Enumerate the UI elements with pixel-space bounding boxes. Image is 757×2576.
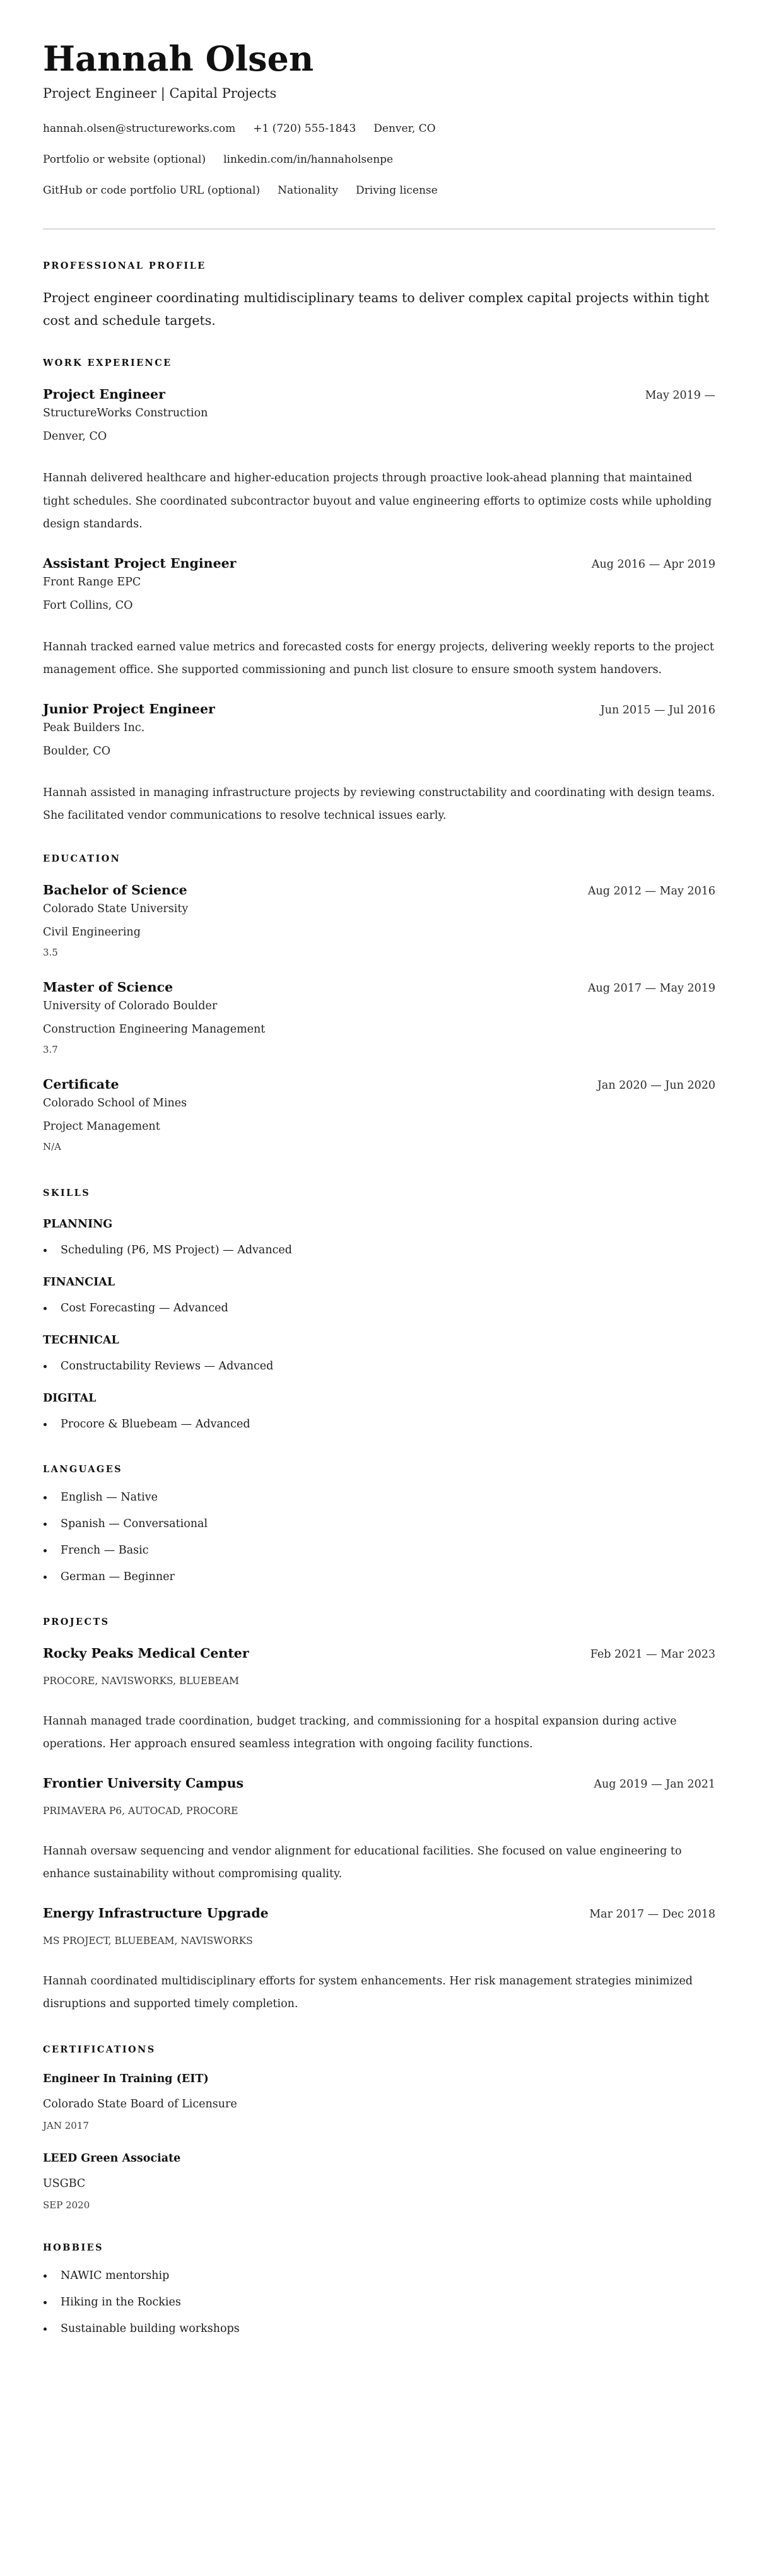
project-name: Frontier University Campus — [43, 1775, 244, 1791]
project-description: Hannah managed trade coordination, budget tracking, and commissioning for a hospital expansion during active operations. Her approach ensured seamless integration with ongoing facility functions. — [43, 1714, 677, 1750]
candidate-name: Hannah Olsen — [43, 38, 314, 79]
section-title: WORK EXPERIENCE — [43, 358, 172, 368]
experience-entry — [43, 700, 715, 828]
job-title: Assistant Project Engineer — [43, 555, 237, 571]
skill-item: Scheduling (P6, MS Project) — Advanced — [43, 1241, 715, 1259]
language-item: French — Basic — [43, 1542, 715, 1559]
language-item: German — Beginner — [43, 1568, 715, 1586]
school-name: Colorado State University — [43, 902, 189, 915]
project-name: Rocky Peaks Medical Center — [43, 1645, 249, 1661]
section-title: EDUCATION — [43, 853, 121, 864]
hobby-item: NAWIC mentorship — [43, 2267, 715, 2285]
contact-linkedin[interactable]: linkedin.com/in/hannaholsenpe — [223, 153, 394, 166]
certification-name: LEED Green Associate — [43, 2152, 181, 2165]
job-dates: May 2019 — — [645, 389, 715, 402]
contact-driving-license: Driving license — [356, 184, 438, 197]
contact-location: Denver, CO — [373, 122, 436, 135]
education-entry — [43, 1075, 715, 1154]
skill-group — [43, 1274, 715, 1317]
skill-list — [43, 1299, 715, 1317]
section-projects — [43, 1616, 715, 2016]
degree-title: Bachelor of Science — [43, 882, 187, 898]
job-dates: Jun 2015 — Jul 2016 — [600, 703, 715, 717]
school-name: University of Colorado Boulder — [43, 999, 218, 1012]
certification-issuer: USGBC — [43, 2177, 86, 2190]
contact-github[interactable]: GitHub or code portfolio URL (optional) — [43, 184, 261, 197]
certification-name: Engineer In Training (EIT) — [43, 2072, 209, 2085]
degree-title: Master of Science — [43, 979, 173, 995]
language-item: English — Native — [43, 1489, 715, 1506]
contact-info — [43, 120, 715, 199]
project-dates: Feb 2021 — Mar 2023 — [590, 1648, 715, 1661]
project-entry — [43, 1774, 715, 1886]
degree-title: Certificate — [43, 1076, 119, 1092]
job-location: Denver, CO — [43, 430, 107, 443]
job-title: Junior Project Engineer — [43, 701, 215, 717]
education-dates: Aug 2012 — May 2016 — [587, 884, 715, 898]
school-name: Colorado School of Mines — [43, 1096, 187, 1109]
gpa: N/A — [43, 1140, 62, 1152]
section-title: PROJECTS — [43, 1616, 110, 1627]
section-certifications — [43, 2044, 715, 2213]
contact-row — [43, 182, 715, 199]
job-description: Hannah tracked earned value metrics and forecasted costs for energy projects, delivering weekly reports to the project management office. She supported commissioning and punch list closure to ensure smooth system handovers. — [43, 640, 714, 676]
profile-summary: Project engineer coordinating multidisciplinary teams to deliver complex capital projects within tight cost and schedule targets. — [43, 290, 710, 328]
section-experience — [43, 357, 715, 828]
contact-portfolio[interactable]: Portfolio or website (optional) — [43, 153, 206, 166]
section-hobbies — [43, 2242, 715, 2338]
skill-item: Cost Forecasting — Advanced — [43, 1299, 715, 1317]
hobby-list — [43, 2267, 715, 2338]
skill-group — [43, 1332, 715, 1375]
project-technologies: PRIMAVERA P6, AUTOCAD, PROCORE — [43, 1805, 238, 1817]
skill-group-title: PLANNING — [43, 1217, 113, 1231]
skill-item: Procore & Bluebeam — Advanced — [43, 1415, 715, 1433]
skill-group — [43, 1390, 715, 1433]
skill-item: Constructability Reviews — Advanced — [43, 1357, 715, 1375]
project-description: Hannah coordinated multidisciplinary efforts for system enhancements. Her risk management strategies minimized disruptions and supported timely completion. — [43, 1974, 693, 2010]
project-entry — [43, 1904, 715, 2016]
section-title: PROFESSIONAL PROFILE — [43, 261, 206, 271]
project-description: Hannah oversaw sequencing and vendor alignment for educational facilities. She focused on value engineering to enhance sustainability without compromising quality. — [43, 1844, 682, 1880]
section-title: HOBBIES — [43, 2242, 103, 2253]
field-of-study: Project Management — [43, 1120, 160, 1133]
contact-row — [43, 151, 715, 168]
hobby-item: Sustainable building workshops — [43, 2320, 715, 2338]
section-languages — [43, 1463, 715, 1586]
section-profile — [43, 260, 715, 332]
hobby-item: Hiking in the Rockies — [43, 2293, 715, 2311]
certification-date: JAN 2017 — [43, 2119, 89, 2131]
section-title: LANGUAGES — [43, 1463, 123, 1475]
certification-entry — [43, 2150, 715, 2213]
section-education — [43, 853, 715, 1154]
language-list — [43, 1489, 715, 1586]
field-of-study: Construction Engineering Management — [43, 1022, 266, 1036]
skill-group-title: FINANCIAL — [43, 1275, 115, 1289]
section-title: SKILLS — [43, 1187, 91, 1198]
project-dates: Mar 2017 — Dec 2018 — [589, 1907, 715, 1921]
certification-entry — [43, 2070, 715, 2133]
header-divider — [43, 228, 715, 230]
certification-issuer: Colorado State Board of Licensure — [43, 2097, 237, 2111]
skill-list — [43, 1357, 715, 1375]
gpa: 3.7 — [43, 1043, 58, 1055]
experience-entry — [43, 554, 715, 682]
job-company: Front Range EPC — [43, 575, 141, 588]
language-item: Spanish — Conversational — [43, 1515, 715, 1533]
project-name: Energy Infrastructure Upgrade — [43, 1905, 269, 1921]
job-location: Boulder, CO — [43, 744, 111, 758]
job-description: Hannah delivered healthcare and higher-education projects through proactive look-ahead planning that maintained tight schedules. She coordinated subcontractor buyout and value engineering efforts to optimize costs while upholding design standards. — [43, 472, 712, 530]
job-location: Fort Collins, CO — [43, 599, 133, 612]
skill-list — [43, 1415, 715, 1433]
contact-phone[interactable]: +1 (720) 555-1843 — [253, 122, 356, 135]
certification-date: SEP 2020 — [43, 2199, 90, 2211]
field-of-study: Civil Engineering — [43, 925, 141, 939]
education-entry — [43, 881, 715, 960]
education-dates: Jan 2020 — Jun 2020 — [597, 1079, 715, 1092]
job-company: StructureWorks Construction — [43, 407, 208, 419]
section-title: CERTIFICATIONS — [43, 2044, 156, 2055]
job-description: Hannah assisted in managing infrastructure projects by reviewing constructability and coordinating with design teams. She facilitated vendor communications to resolve technical issues early. — [43, 786, 715, 822]
project-technologies: MS PROJECT, BLUEBEAM, NAVISWORKS — [43, 1935, 253, 1947]
skill-list — [43, 1241, 715, 1259]
project-technologies: PROCORE, NAVISWORKS, BLUEBEAM — [43, 1675, 239, 1687]
experience-entry — [43, 385, 715, 536]
contact-email[interactable]: hannah.olsen@structureworks.com — [43, 122, 236, 135]
education-dates: Aug 2017 — May 2019 — [587, 981, 715, 995]
resume-header — [43, 37, 715, 199]
gpa: 3.5 — [43, 946, 58, 958]
contact-row — [43, 120, 715, 138]
skill-group-title: DIGITAL — [43, 1391, 97, 1405]
skill-group — [43, 1216, 715, 1259]
job-title: Project Engineer — [43, 387, 165, 402]
job-company: Peak Builders Inc. — [43, 721, 145, 734]
candidate-headline: Project Engineer | Capital Projects — [43, 86, 277, 101]
job-dates: Aug 2016 — Apr 2019 — [591, 558, 715, 571]
project-dates: Aug 2019 — Jan 2021 — [594, 1777, 715, 1791]
contact-nationality: Nationality — [278, 184, 339, 197]
education-entry — [43, 978, 715, 1057]
project-entry — [43, 1644, 715, 1756]
section-skills — [43, 1187, 715, 1433]
skill-group-title: TECHNICAL — [43, 1333, 119, 1347]
